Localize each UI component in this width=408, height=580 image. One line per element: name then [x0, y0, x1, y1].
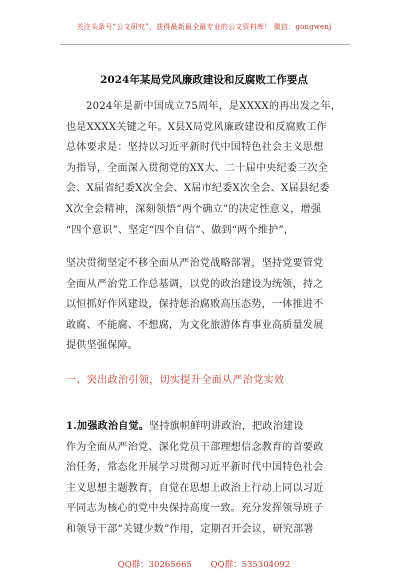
paragraph-line: 和领导干部“关键少数”作用，定期召开会议，研究部署	[66, 523, 314, 535]
paragraph-line: 主义思想主题教育，自觉在思想上政治上行动上同以习近	[66, 482, 324, 494]
paragraph-line	[66, 417, 348, 438]
paragraph-continued	[66, 254, 348, 357]
paragraph-line: 总体要求是：坚持以习近平新时代中国特色社会主义思想	[66, 142, 324, 154]
paragraph-line: 也是XXXX关键之年。X县X局党风廉政建设和反腐败工作	[66, 121, 327, 133]
subsection-lead: 1.加强政治自觉。	[66, 421, 150, 432]
paragraph-intro	[66, 97, 348, 241]
paragraph-line: 坚决贯彻坚定不移全面从严治党战略部署，坚持党要管党	[66, 258, 324, 269]
paragraph-line: 2024年是新中国成立75周年，是XXXX的再出发之年，	[86, 101, 342, 112]
paragraph-political	[66, 417, 348, 541]
paragraph-line: 为指导，全面深入贯彻党的XX大、二十届中央纪委三次全	[66, 162, 329, 174]
header-divider	[60, 44, 350, 45]
paragraph-line: 治任务，常态化开展学习贯彻习近平新时代中国特色社会	[66, 462, 324, 474]
paragraph-line: 全面从严治党工作总基调，以党的政治建设为统领，持之	[66, 278, 324, 290]
qq-group-1: QQ群：30265665	[117, 560, 192, 570]
footer-contacts	[0, 558, 408, 570]
section-heading-1: 一、突出政治引领，切实提升全面从严治党实效	[66, 375, 285, 386]
paragraph-line: 平同志为核心的党中央保持高度一致。充分发挥领导班子	[66, 503, 324, 515]
paragraph-line: 作为全面从严治党、深化党员干部理想信念教育的首要政	[66, 441, 324, 453]
promo-header: 关注头条号“公文研究”，获得最新最全最专业的公文资料库！ 微信：gongwenj	[76, 23, 332, 31]
paragraph-line: 会、X届省纪委X次全会、X届市纪委X次全会、X届县纪委	[66, 183, 330, 195]
paragraph-line: 提供坚强保障。	[66, 340, 139, 352]
paragraph-line: 以恒抓好作风建设，保持惩治腐败高压态势，一体推进不	[66, 299, 324, 311]
paragraph-line: “四个意识”、坚定“四个自信”、做到“两个维护”，	[66, 224, 295, 236]
paragraph-line: 敢腐、不能腐、不想腐，为文化旅游体育事业高质量发展	[66, 319, 324, 331]
qq-group-2: QQ群：535304092	[210, 560, 291, 570]
document-title: 2024年某局党风廉政建设和反腐败工作要点	[100, 74, 308, 86]
paragraph-line-rest: 坚持旗帜鲜明讲政治，把政治建设	[149, 421, 304, 432]
paragraph-line: X次全会精神，深刻领悟“两个确立”的决定性意义，增强	[66, 203, 322, 215]
